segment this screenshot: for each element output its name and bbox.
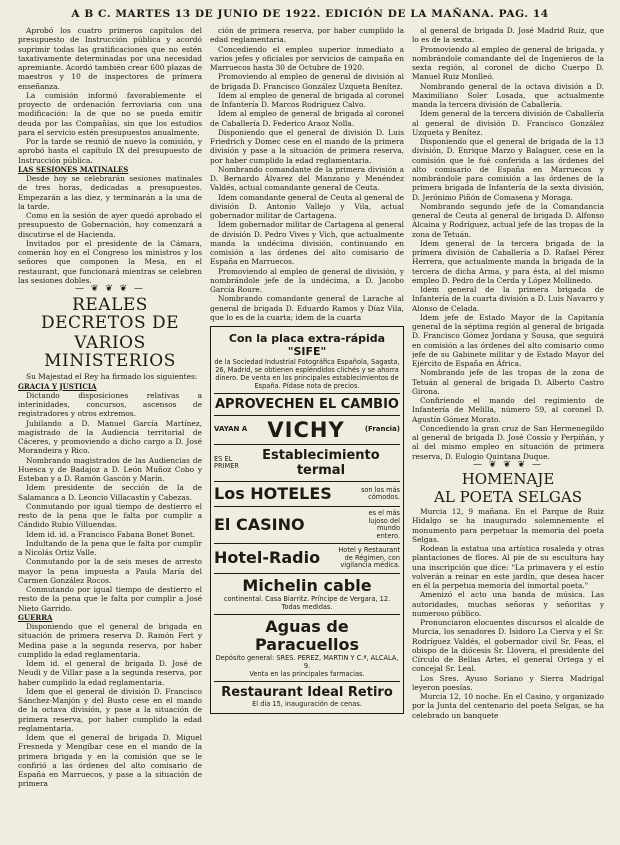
ad-paracuellos (214, 615, 400, 682)
ad-headline: Con la placa extra-rápida (228, 332, 386, 345)
paragraph: Idem id. id. a Francisco Fabana Bonet Bonet. (26, 529, 196, 539)
article-headline: VARIOS MINISTERIOS (44, 333, 176, 372)
ad-headline: Hotel-Radio (214, 548, 321, 568)
ad-headline: El CASINO (214, 515, 305, 534)
paragraph: Idem presidente de sección de la de Salamanca a D. Leoncio Villacastín y Cabezas. (18, 483, 202, 502)
ad-headline: Establecimiento termal (262, 448, 380, 478)
paragraph: Idem id. el general de brigada D. José de Neudi y de Villar pase a la segunda reserva, por haber cumplido la edad reglamentaria. (18, 659, 202, 687)
ad-hotel-radio (214, 544, 400, 574)
paragraph: Murcia 12, 9 mañana. En el Parque de Ruiz Hidalgo se ha inaugurado solemnemente el monumento para perpetuar la memoria del poeta Selgas. (412, 507, 604, 544)
ad-body: El día 15, inauguración de cenas. (252, 699, 362, 708)
ad-label: Hotel y Restaurant de Régimen, con vigilancia médica. (338, 546, 400, 569)
ornament-divider: — ❦ ❦ ❦ — (74, 284, 146, 294)
ad-sife (214, 329, 400, 394)
paragraph: Idem comandante general de Ceuta al general de división D. Antonio Vallejo y Vila, actual gobernador militar de Cartagena. (210, 192, 404, 220)
paragraph: ción de primera reserva, por haber cumplido la edad reglamentaria. (210, 26, 404, 45)
paragraph: Como en la sesión de ayer quedó aprobado el presupuesto de Gobernación, hoy comenzará a discutirse el de Hacienda. (18, 211, 202, 239)
paragraph: al general de brigada D. José Madrid Ruiz, que lo es de la sexta. (412, 26, 604, 45)
paragraph: Confiriendo el mando del regimiento de Infantería de Melilla, número 59, al coronel D. Agustín Gómez Morato. (412, 396, 604, 424)
ad-headline: APROVECHEN EL CAMBIO (215, 397, 399, 412)
paragraph: Nombrando jefe de las tropas de la zona de Tetuán al general de brigada D. Alberto Castro Girona. (412, 368, 604, 396)
paragraph: Dictando disposiciones relativas a interinidades, concursos, ascensos de registradores y otros extremos. (18, 390, 202, 419)
paragraph: Idem general de la tercera brigada de la primera división de Caballería a D. Rafael Pérez Herrera, que actualmente manda la brigada de la tercera de dicha Arma, y para ésta, al del mismo empleo D. Pedro de la Cerda y López Mollinedo. (412, 238, 604, 285)
ad-brand: "SIFE" (287, 345, 327, 358)
ad-brand: VICHY (267, 418, 345, 442)
ad-cambio (214, 394, 400, 416)
paragraph: Murcia 12, 10 noche. En el Casino, y organizado por la Junta del centenario del poeta Selgas, se ha celebrado un banquete (412, 692, 604, 720)
paragraph: La comisión informó favorablemente el proyecto de ordenación ferroviaria con una modificación: la de que no se pueda emitir deuda por las Compañías, sin que los estudios para el servicio estén presupuestos anualmente. (18, 90, 202, 137)
paragraph: Disponiendo que el general de brigada en situación de primera reserva D. Ramón Fert y Medina pase a la segunda reserva, por haber cumplido la edad reglamentaria. (18, 622, 202, 659)
paragraph: Aprobó los cuatro primeros capítulos del presupuesto de Instrucción pública y acordó suprimir todas las gratificaciones que no estén taxativamente determinadas por una necesidad apremiante. Acordó también crear 600 plazas de maestros y 10 de inspectores de primera enseñanza. (18, 26, 202, 91)
ad-body: Depósito general: SRES. PEREZ, MARTIN Y C.ª, ALCALA, 9. (215, 653, 399, 670)
ad-body: Venta en las principales farmacias. (249, 669, 365, 678)
ad-label: ES EL PRIMER (214, 454, 239, 470)
paragraph: Jubilando a D. Manuel García Martínez, magistrado de la Audiencia territorial de Cáceres, y promoviendo a dicho cargo a D. José Morandeira y Rico. (18, 418, 202, 456)
paragraph: Indultando de la pena que le falta por cumplir a Nicolás Ortiz Valle. (18, 538, 202, 557)
paragraph: Idem general de la primera brigada de Infantería de la cuarta división a D. Luis Navarro y Alonso de Celada. (412, 285, 604, 313)
paragraph: Disponiendo que el general de división D. Luis Friedrich y Domec cese en el mando de la primera división y pase a la situación de primera reserva, por haber cumplido la edad reglamentaria. (210, 127, 404, 165)
paragraph: Promoviendo al empleo de general de brigada, y nombrándole comandante del de Ingenieros de la sexta región, al coronel de dicho Cuerpo D. Manuel Ruiz Monlleó. (412, 44, 604, 82)
ad-vichy (214, 416, 400, 445)
ad-label: es el más lujoso del mundo entero. (368, 509, 400, 540)
paragraph: Disponiendo que el general de brigada de la 13 división, D. Enrique Marzo y Balaguer, cese en la comisión que le fué conferida a las órdenes del alto comisario de España en Marruecos y nombrándole para comisión a las órdenes de la primera brigada de Infantería de la sexta división, D. Jerónimo Piñón de Comasena y Moraga. (412, 137, 604, 202)
column-left (18, 26, 202, 841)
paragraph: Nombrando magistrados de las Audiencias de Huesca y de Badajoz a D. León Muñoz Cobo y Esteban y a D. Ramón Gascón y Marín. (18, 455, 202, 483)
ad-establecimiento (214, 445, 400, 482)
advertisement-block (210, 326, 404, 714)
paragraph: Idem al empleo de general de brigada al coronel de Caballería D. Federico Araoz Nolla. (210, 109, 404, 128)
ad-headline: Los HOTELES (214, 484, 332, 503)
paragraph: Nombrando general de la octava división a D. Maximiliano Soler Losada, que actualmente manda la tercera división de Caballería. (412, 81, 604, 109)
column-middle (210, 26, 404, 841)
paragraph: Pronunciaron elocuentes discursos el alcalde de Murcia, los senadores D. Isidoro La Cierva y el Sr. Rodríguez Valdés, el gobernador civil Sr. Feas, el obispo de la diócesis Sr. Llovera, el presidente del Círculo de Bellas Artes, el general Ortega y el concejal Sr. Leal. (412, 618, 604, 674)
ad-label: VAYAN A (214, 425, 248, 434)
section-kicker: LAS SESIONES MATINALES (18, 164, 129, 174)
paragraph: Invitados por el presidente de la Cámara, comerán hoy en el Congreso los ministros y los señores que componen la Mesa, en el restaurant, que funcionará mientras se celebren las sesiones dobles. (18, 238, 202, 285)
paragraph: Su Majestad el Rey ha firmado los siguientes: (26, 372, 198, 382)
paragraph: Promoviendo al empleo de general de división al de brigada D. Francisco González Uzqueta Benítez. (210, 72, 404, 91)
paragraph: Idem que el general de brigada D. Miguel Fresneda y Mengíbar cese en el mando de la primera brigada y en la comisión que se le confirió a las órdenes del alto comisario de España en Marruecos, y pase a la situación de primera (18, 733, 202, 789)
ad-body: de la Sociedad Industrial Fotográfica Española, Sagasta, 26, Madrid, se obtienen espléndidos clichés y se ahorra dinero. De venta en los principales establecimientos de España. Pídase nota de precios. (214, 358, 400, 390)
ad-headline: Michelin cable (242, 575, 372, 595)
ad-headline: Aguas de Paracuellos (255, 616, 359, 654)
paragraph: Concediendo el empleo superior inmediato a varios jefes y oficiales por servicios de campaña en Marruecos hasta 30 de Octubre de 1920. (210, 44, 404, 72)
paragraph: Desde hoy se celebrarán sesiones matinales de tres horas, dedicadas a presupuestos. Empezarán a las diez, y terminarán a la una de la tarde. (18, 174, 202, 211)
paragraph: Conmutando por igual tiempo de destierro el resto de la pena que le falta por cumplir a José Nieto Garrido. (18, 585, 202, 613)
paragraph: Nombrando comandante general de Larache al general de brigada D. Eduardo Ramos y Díaz Vila, que lo es de la cuarta; idem de la cuarta (210, 294, 404, 322)
section-kicker: GUERRA (18, 612, 53, 622)
paragraph: Conmutando por igual tiempo de destierro el resto de la pena que le falta por cumplir a Cándido Rubio Villuendas. (18, 501, 202, 530)
article-headline: AL POETA SELGAS (434, 488, 582, 506)
paragraph: Rodean la estatua una artística rosaleda y otras plantaciones de flores. Al pie de su escultura hay una inscripción que dice: "La primavera y el estío volverán a reinar en este jardín, que desea hacer en él la perpetua memoria del inmortal poeta." (412, 544, 604, 590)
paragraph: Idem jefe de Estado Mayor de la Capitanía general de la séptima región al general de brigada D. Francisco Gómez Jordana y Sousa, que seguirá en comisión a las órdenes del alto comisario como jefe de su Gabinete militar y de Estado Mayor del Ejército de España en África. (412, 312, 604, 368)
ad-restaurant (214, 682, 400, 711)
column-right (412, 26, 604, 841)
paragraph: Los Sres. Ayuso Soriano y Sierra Madrigal leyeron poesías. (412, 673, 604, 692)
article-headline: REALES DECRETOS DE (40, 295, 180, 334)
ad-label: son los más cómodos. (360, 485, 400, 501)
paragraph: Amenizó el acto una banda de música. Las autoridades, muchas señoras y señoritas y numeroso público. (412, 590, 604, 618)
paragraph: Concediendo la gran cruz de San Hermenegildo al general de brigada D. José Cossío y Perpiñán, y al del mismo empleo en situación de primera reserva, D. Eulogio Quintana Duque. (412, 423, 604, 461)
paragraph: Promoviendo al empleo de general de división, y nombrándole jefe de la undécima, a D. Jacobo García Roure. (210, 266, 404, 294)
ad-michelin (214, 574, 400, 615)
paragraph: Por la tarde se reunió de nuevo la comisión, y aprobó hasta el capítulo IX del presupuesto de Instrucción pública. (18, 137, 202, 165)
paragraph: Idem gobernador militar de Cartagena al general de división D. Pedro Vives y Vich, que actualmente manda la undécima división, continuando en comisión a las órdenes del alto comisario de España en Marruecos. (210, 220, 404, 267)
ad-label: (Francia) (364, 425, 400, 434)
paragraph: Conmutando por la de seis meses de arresto mayor la pena impuesta a Paula María del Carmen González Rocos. (18, 557, 202, 585)
paragraph: Idem que el general de división D. Francisco Sánchez-Manjón y del Busto cese en el mando de la octava división, y pase a la situación de primera reserva, por haber cumplido la edad reglamentaria. (18, 686, 202, 733)
ad-headline: Restaurant Ideal Retiro (221, 684, 393, 700)
page-header: A B C. MARTES 13 DE JUNIO DE 1922. EDICIÓN DE LA MAÑANA. PAG. 14 (71, 8, 549, 20)
article-headline: HOMENAJE (461, 470, 555, 488)
ad-hoteles (214, 482, 400, 507)
paragraph: Idem al empleo de general de brigada al coronel de Infantería D. Marcos Rodríguez Calvo. (210, 90, 404, 109)
ornament-divider: — ❦ ❦ ❦ — (472, 459, 544, 470)
section-kicker: GRACIA Y JUSTICIA (18, 381, 97, 391)
ad-body: continental. Casa Biarritz. Príncipe de Vergara, 12. Todas medidas. (223, 594, 391, 611)
ad-casino (214, 507, 400, 544)
paragraph: Idem general de la tercera división de Caballería al general de división D. Francisco González Uzqueta y Benítez. (412, 109, 604, 137)
paragraph: Nombrando comandante de la primera división a D. Bernardo Álvarez del Manzano y Menéndez Valdés, actual comandante general de Ceuta. (210, 164, 404, 193)
paragraph: Nombrando segundo jefe de la Comandancia general de Ceuta al general de brigada D. Alfonso Alcaina y Rodríguez, actual jefe de las tropas de la zona de Tetuán. (412, 201, 604, 239)
